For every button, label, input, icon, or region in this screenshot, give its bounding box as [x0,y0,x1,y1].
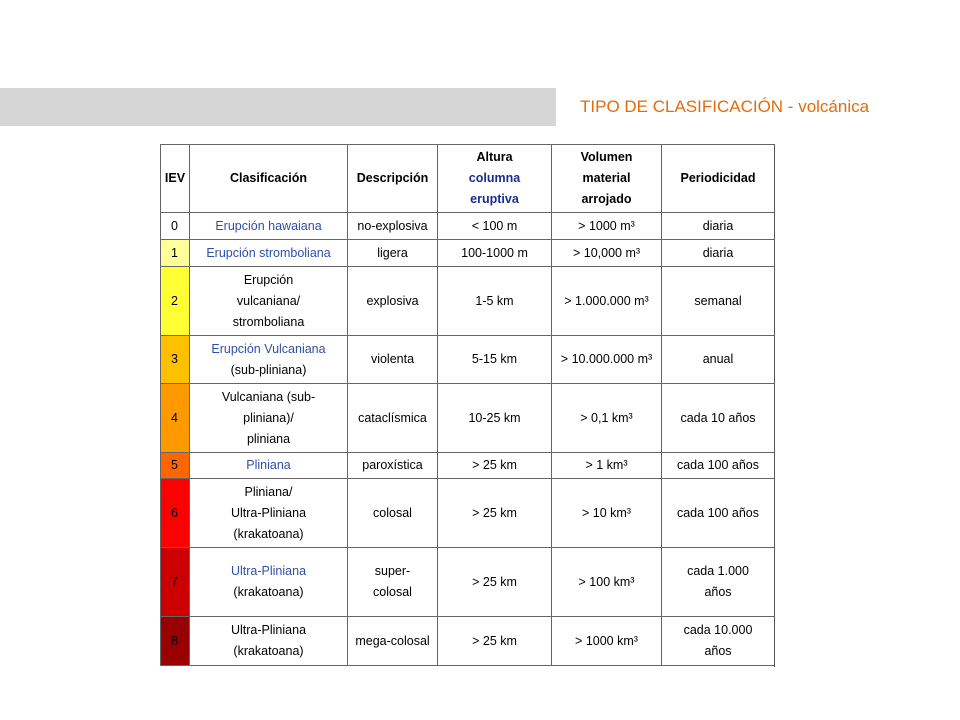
eruption-classification-table [160,144,775,666]
table-header-row [161,145,775,213]
descripcion-cell-line: ligera [377,245,408,260]
clasificacion-cell-line: (krakatoana) [233,644,304,658]
header-altura-line2: columna [468,171,521,185]
altura-cell: 1-5 km [438,267,552,336]
periodicidad-cell-line: diaria [702,218,734,233]
iev-cell: 4 [161,384,190,453]
iev-cell: 5 [161,453,190,479]
descripcion-cell-line: colosal [373,505,412,520]
volumen-cell: > 10,000 m³ [552,240,662,267]
clasificacion-cell-line: Ultra-Pliniana [230,505,307,520]
periodicidad-cell-line: años [704,644,732,658]
iev-cell: 1 [161,240,190,267]
descripcion-cell [348,240,438,267]
clasificacion-cell-line: vulcaniana/ [236,293,301,308]
clasificacion-cell [190,479,348,548]
clasificacion-cell-line: (krakatoana) [233,526,304,541]
iev-cell: 8 [161,617,190,666]
table-row [161,453,775,479]
clasificacion-cell-line: Pliniana/ [244,484,293,499]
slide-title: TIPO DE CLASIFICACIÓN - volcánica [580,97,870,116]
header-bar [0,88,556,126]
altura-cell: 100-1000 m [438,240,552,267]
header-volumen-line1: Volumen [580,150,633,164]
descripcion-cell-line: cataclísmica [358,410,427,425]
clasificacion-cell-line: Erupción hawaiana [215,218,322,233]
descripcion-cell [348,548,438,617]
periodicidad-cell-line: años [704,585,732,599]
clasificacion-cell-line: Erupción Vulcaniana [211,341,326,356]
altura-cell: > 25 km [438,548,552,617]
periodicidad-cell [662,336,775,384]
descripcion-cell-line: violenta [370,352,415,366]
periodicidad-cell [662,453,775,479]
clasificacion-cell [190,548,348,617]
header-altura-line3: eruptiva [470,192,519,206]
table-row [161,240,775,267]
clasificacion-cell [190,240,348,267]
clasificacion-cell-line: Ultra-Pliniana [230,564,307,578]
table-row [161,548,775,617]
table-row [161,479,775,548]
descripcion-cell [348,479,438,548]
table-row [161,336,775,384]
periodicidad-cell [662,384,775,453]
table-row [161,384,775,453]
descripcion-cell-line: paroxística [362,458,423,472]
descripcion-cell [348,336,438,384]
altura-cell: < 100 m [438,213,552,240]
header-volumen-line2: material [582,171,631,185]
volumen-cell: > 10.000.000 m³ [552,336,662,384]
header-periodicidad: Periodicidad [662,145,775,213]
clasificacion-cell [190,617,348,666]
descripcion-cell-line: mega-colosal [355,633,430,648]
clasificacion-cell [190,453,348,479]
clasificacion-cell-line: pliniana)/ [243,410,294,425]
clasificacion-cell-line: pliniana [246,431,291,446]
descripcion-cell-line: super- [374,564,411,578]
descripcion-cell [348,453,438,479]
header-altura [438,145,552,213]
periodicidad-cell-line: cada 10 años [680,410,756,425]
header-volumen-line3: arrojado [581,192,632,206]
header-descripcion: Descripción [348,145,438,213]
volumen-cell: > 10 km³ [552,479,662,548]
header-altura-line1: Altura [476,150,513,164]
table-row [161,617,775,666]
periodicidad-cell [662,240,775,267]
periodicidad-cell-line: cada 1.000 [687,564,749,578]
clasificacion-cell [190,384,348,453]
clasificacion-cell-line: Ultra-Pliniana [230,623,307,637]
periodicidad-cell-line: cada 100 años [676,458,759,472]
table-row [161,213,775,240]
clasificacion-cell-line: Vulcaniana (sub- [221,389,316,404]
clasificacion-cell [190,267,348,336]
volumen-cell: > 100 km³ [552,548,662,617]
volumen-cell: > 1000 m³ [552,213,662,240]
clasificacion-cell-line: Erupción stromboliana [206,245,331,260]
periodicidad-cell [662,267,775,336]
descripcion-cell [348,617,438,666]
volumen-cell: > 1 km³ [552,453,662,479]
descripcion-cell-line: explosiva [366,293,419,308]
descripcion-cell [348,384,438,453]
header-volumen [552,145,662,213]
periodicidad-cell-line: diaria [702,245,734,260]
periodicidad-cell-line: cada 100 años [676,505,759,520]
clasificacion-cell [190,213,348,240]
iev-cell: 0 [161,213,190,240]
descripcion-cell [348,213,438,240]
descripcion-cell [348,267,438,336]
periodicidad-cell [662,213,775,240]
periodicidad-cell-line: anual [702,352,734,366]
periodicidad-cell [662,548,775,617]
descripcion-cell-line: colosal [373,585,412,599]
clasificacion-cell-line: stromboliana [232,314,305,329]
altura-cell: > 25 km [438,617,552,666]
periodicidad-cell-line: semanal [694,293,742,308]
iev-cell: 2 [161,267,190,336]
iev-cell: 7 [161,548,190,617]
eruption-classification-table-wrapper [160,144,775,667]
periodicidad-cell [662,479,775,548]
altura-cell: 5-15 km [438,336,552,384]
clasificacion-cell-line: Erupción [243,272,294,287]
periodicidad-cell [662,617,775,666]
descripcion-cell-line: no-explosiva [357,218,428,233]
header-iev: IEV [161,145,190,213]
altura-cell: > 25 km [438,453,552,479]
table-row [161,267,775,336]
volumen-cell: > 1000 km³ [552,617,662,666]
iev-cell: 6 [161,479,190,548]
clasificacion-cell-line: Pliniana [246,458,291,472]
volumen-cell: > 0,1 km³ [552,384,662,453]
table-body [161,213,775,666]
clasificacion-cell-line: (sub-pliniana) [230,362,307,377]
periodicidad-cell-line: cada 10.000 [683,623,753,637]
clasificacion-cell-line: (krakatoana) [233,585,304,599]
clasificacion-cell [190,336,348,384]
iev-cell: 3 [161,336,190,384]
header-clasificacion: Clasificación [190,145,348,213]
altura-cell: 10-25 km [438,384,552,453]
volumen-cell: > 1.000.000 m³ [552,267,662,336]
altura-cell: > 25 km [438,479,552,548]
